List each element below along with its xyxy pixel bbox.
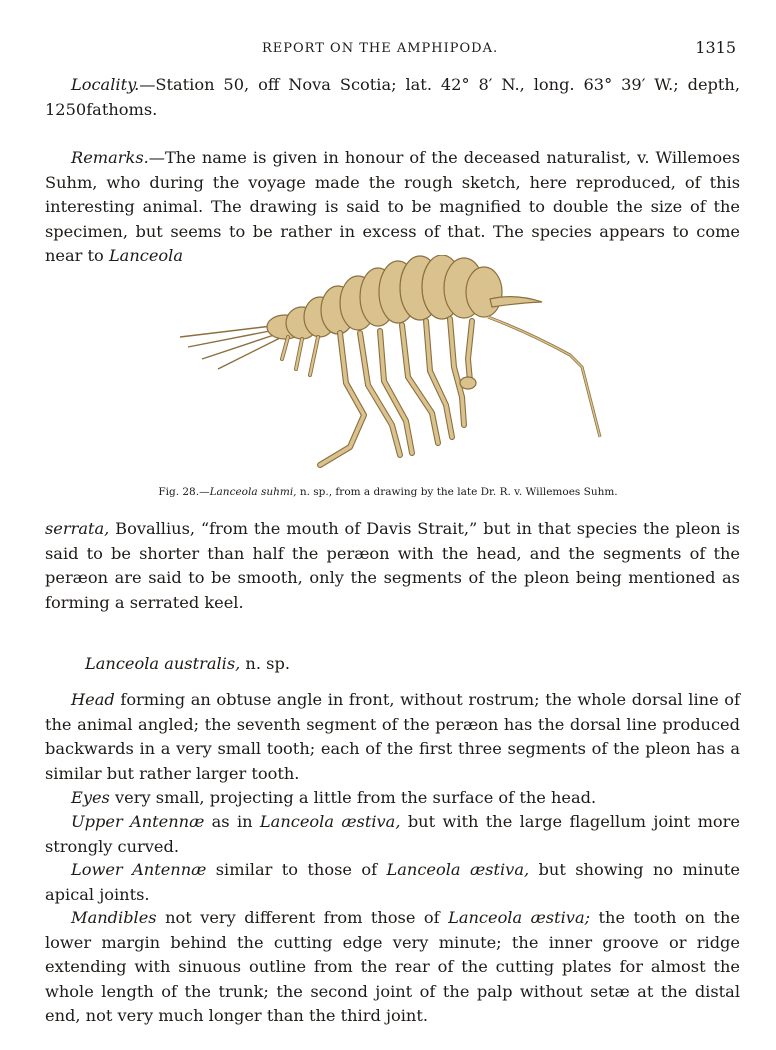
locality-paragraph — [45, 73, 740, 122]
caption-prefix: Fig. 28.— — [158, 486, 210, 498]
caption-rest: n. sp., from a drawing by the late Dr. R. v. Willemoes Suhm. — [296, 486, 618, 498]
remarks-italic-end: Lanceola — [108, 246, 183, 265]
head-text: forming an obtuse angle in front, without rostrum; the whole dorsal line of the animal angled; the seventh segment of the peræon has the dorsal line produced backwards in a very small tooth; each of the first three segments of the pleon has a similar but rather larger tooth. — [45, 690, 740, 783]
locality-text: —Station 50, off Nova Scotia; lat. 42° 8′ N., long. 63° 39′ W.; depth, 1250fathoms. — [45, 75, 740, 119]
upper-antennae-text-2: but with the large flagellum joint more strongly curved. — [45, 812, 740, 856]
continuation-paragraph — [45, 517, 740, 615]
upper-antennae-species: Lanceola æstiva, — [259, 812, 401, 831]
description-eyes — [45, 786, 740, 811]
description-head — [45, 688, 740, 786]
mandibles-text: not very different from those of — [156, 908, 449, 927]
species-heading — [85, 652, 290, 676]
amphipod-illustration — [170, 255, 610, 480]
mandibles-label: Mandibles — [71, 908, 157, 927]
continuation-italic: serrata, — [45, 519, 110, 538]
remarks-label: Remarks. — [71, 148, 149, 167]
remarks-paragraph — [45, 146, 740, 269]
lower-antennae-text: similar to those of — [206, 860, 387, 879]
mandibles-species: Lanceola æstiva; — [448, 908, 591, 927]
species-name: Lanceola australis, — [85, 654, 241, 673]
page-header — [0, 38, 776, 60]
continuation-text: Bovallius, “from the mouth of Davis Strait,” but in that species the pleon is said to be shorter than half the peræon with the head, and the segments of the peræon are said to be smooth, only the segments of the pleon being mentioned as forming a serrated keel. — [45, 519, 740, 612]
mandibles-text-2: the tooth on the lower margin behind the cutting edge very minute; the inner groove or ridge extending with sinuous outline from the rear of the cutting plates for almost the whole length of the trunk; the second joint of the palp without setæ at the distal end, not very much longer than the third joint. — [45, 908, 741, 1025]
species-suffix: n. sp. — [240, 654, 290, 673]
locality-label: Locality. — [71, 75, 140, 94]
remarks-text: —The name is given in honour of the deceased naturalist, v. Willemoes Suhm, who during the voyage made the rough sketch, here reproduced, of this interesting animal. The drawing is said to be magnified to double the size of the specimen, but seems to be rather in excess of that. The species appears to come near to — [45, 148, 740, 265]
description-upper-antennae — [45, 810, 740, 859]
page-number: 1315 — [695, 38, 736, 57]
upper-antennae-label: Upper Antennæ — [71, 812, 205, 831]
description-mandibles — [45, 906, 740, 1029]
upper-antennae-text: as in — [204, 812, 260, 831]
running-title: REPORT ON THE AMPHIPODA. — [262, 41, 499, 56]
caption-species: Lanceola suhmi, — [209, 486, 297, 498]
eyes-label: Eyes — [71, 788, 110, 807]
head-label: Head — [71, 690, 115, 709]
figure-caption — [0, 486, 776, 498]
lower-antennae-label: Lower Antennæ — [71, 860, 207, 879]
lower-antennae-species: Lanceola æstiva, — [386, 860, 530, 879]
description-lower-antennae — [45, 858, 740, 907]
lower-antennae-text-2: but showing no minute apical joints. — [45, 860, 740, 904]
eyes-text: very small, projecting a little from the surface of the head. — [109, 788, 597, 807]
